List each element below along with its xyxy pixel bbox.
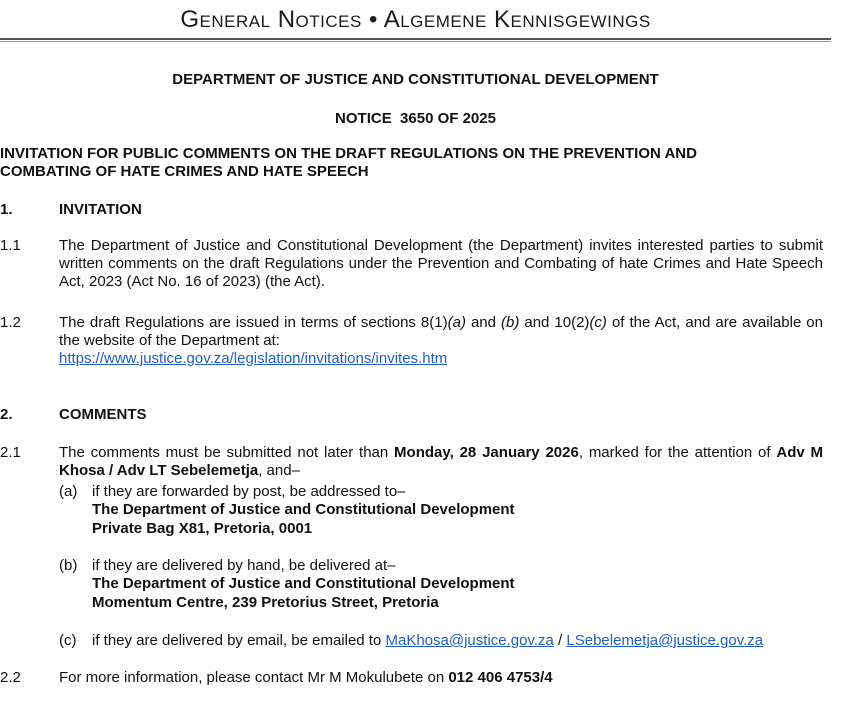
para-1-2-text [59, 314, 823, 368]
option-a-address-line-2: Private Bag X81, Pretoria, 0001 [92, 520, 313, 537]
para-1-2-italic-b: (b) [501, 314, 520, 331]
invitations-link[interactable]: https://www.justice.gov.za/legislation/invitations/invites.htm [59, 350, 448, 367]
para-2-1-part: The comments must be submitted not later than [59, 444, 395, 461]
para-2-2-text [59, 669, 823, 687]
para-2-1-text [59, 444, 823, 480]
section-2-title: COMMENTS [59, 406, 147, 423]
option-c-label: (c) [59, 632, 77, 649]
para-2-1-part: , marked for the attention of [578, 444, 777, 461]
email-link-khosa[interactable]: MaKhosa@justice.gov.za [385, 632, 554, 649]
para-2-2-part: For more information, please contact Mr M Mokulubete on [59, 669, 449, 686]
section-2-number: 2. [0, 406, 13, 423]
option-a-text: if they are forwarded by post, be addressed to– [92, 483, 406, 500]
option-b-label: (b) [59, 557, 78, 574]
para-1-1-number: 1.1 [0, 237, 21, 254]
para-1-2-part: of the Act, and are available on the website of the Department at: [59, 314, 823, 349]
section-1-number: 1. [0, 201, 13, 218]
para-2-2-number: 2.2 [0, 669, 21, 686]
attention-names: Adv M Khosa / Adv LT Sebelemetja [59, 444, 824, 479]
para-2-1-number: 2.1 [0, 444, 21, 461]
header-title: General Notices • Algemene Kennisgewings [180, 6, 651, 33]
para-1-2-part: and [465, 314, 502, 331]
header-rule-thin [0, 41, 831, 42]
option-a-label: (a) [59, 483, 78, 500]
para-1-2-number: 1.2 [0, 314, 21, 331]
deadline-date: Monday, 28 January 2026 [394, 444, 579, 461]
option-a-address-line-1: The Department of Justice and Constitutional Development [92, 501, 515, 518]
option-b [59, 556, 823, 575]
para-2-1-part: , and– [258, 462, 300, 479]
section-1-title: INVITATION [59, 201, 142, 218]
contact-phone: 012 406 4753/4 [448, 669, 553, 686]
gazette-header [0, 0, 831, 42]
para-1-1-text: The Department of Justice and Constitutional Development (the Department) invites interested parties to submit written comments on the draft Regulations under the Prevention and Combating of hate Crimes and Hate Speech Act, 2023 (Act No. 16 of 2023) (the Act). [59, 237, 823, 290]
email-link-sebelemetja[interactable]: LSebelemetja@justice.gov.za [566, 632, 764, 649]
email-separator: / [553, 632, 567, 649]
header-rule [0, 38, 831, 40]
para-1-2-italic-c: (c) [589, 314, 607, 331]
option-b-address-line-2: Momentum Centre, 239 Pretorius Street, Pretoria [92, 594, 439, 611]
option-b-address [92, 574, 515, 612]
subject-heading [0, 145, 831, 181]
notice-number: NOTICE 3650 OF 2025 [335, 110, 496, 127]
para-1-2-part: The draft Regulations are issued in terms of sections 8(1) [59, 314, 448, 331]
para-1-2-part: and 10(2) [519, 314, 590, 331]
option-b-address-line-1: The Department of Justice and Constitutional Development [92, 575, 515, 592]
department-title: DEPARTMENT OF JUSTICE AND CONSTITUTIONAL DEVELOPMENT [172, 71, 659, 88]
subject-line-2: COMBATING OF HATE CRIMES AND HATE SPEECH [0, 163, 369, 180]
option-c [59, 631, 823, 650]
para-1-2-italic-a: (a) [447, 314, 466, 331]
subject-line-1: INVITATION FOR PUBLIC COMMENTS ON THE DRAFT REGULATIONS ON THE PREVENTION AND [0, 145, 697, 162]
option-b-text: if they are delivered by hand, be delivered at– [92, 557, 396, 574]
option-a-address [92, 500, 515, 538]
option-a [59, 482, 823, 501]
option-c-text: if they are delivered by email, be emailed to [92, 632, 386, 649]
